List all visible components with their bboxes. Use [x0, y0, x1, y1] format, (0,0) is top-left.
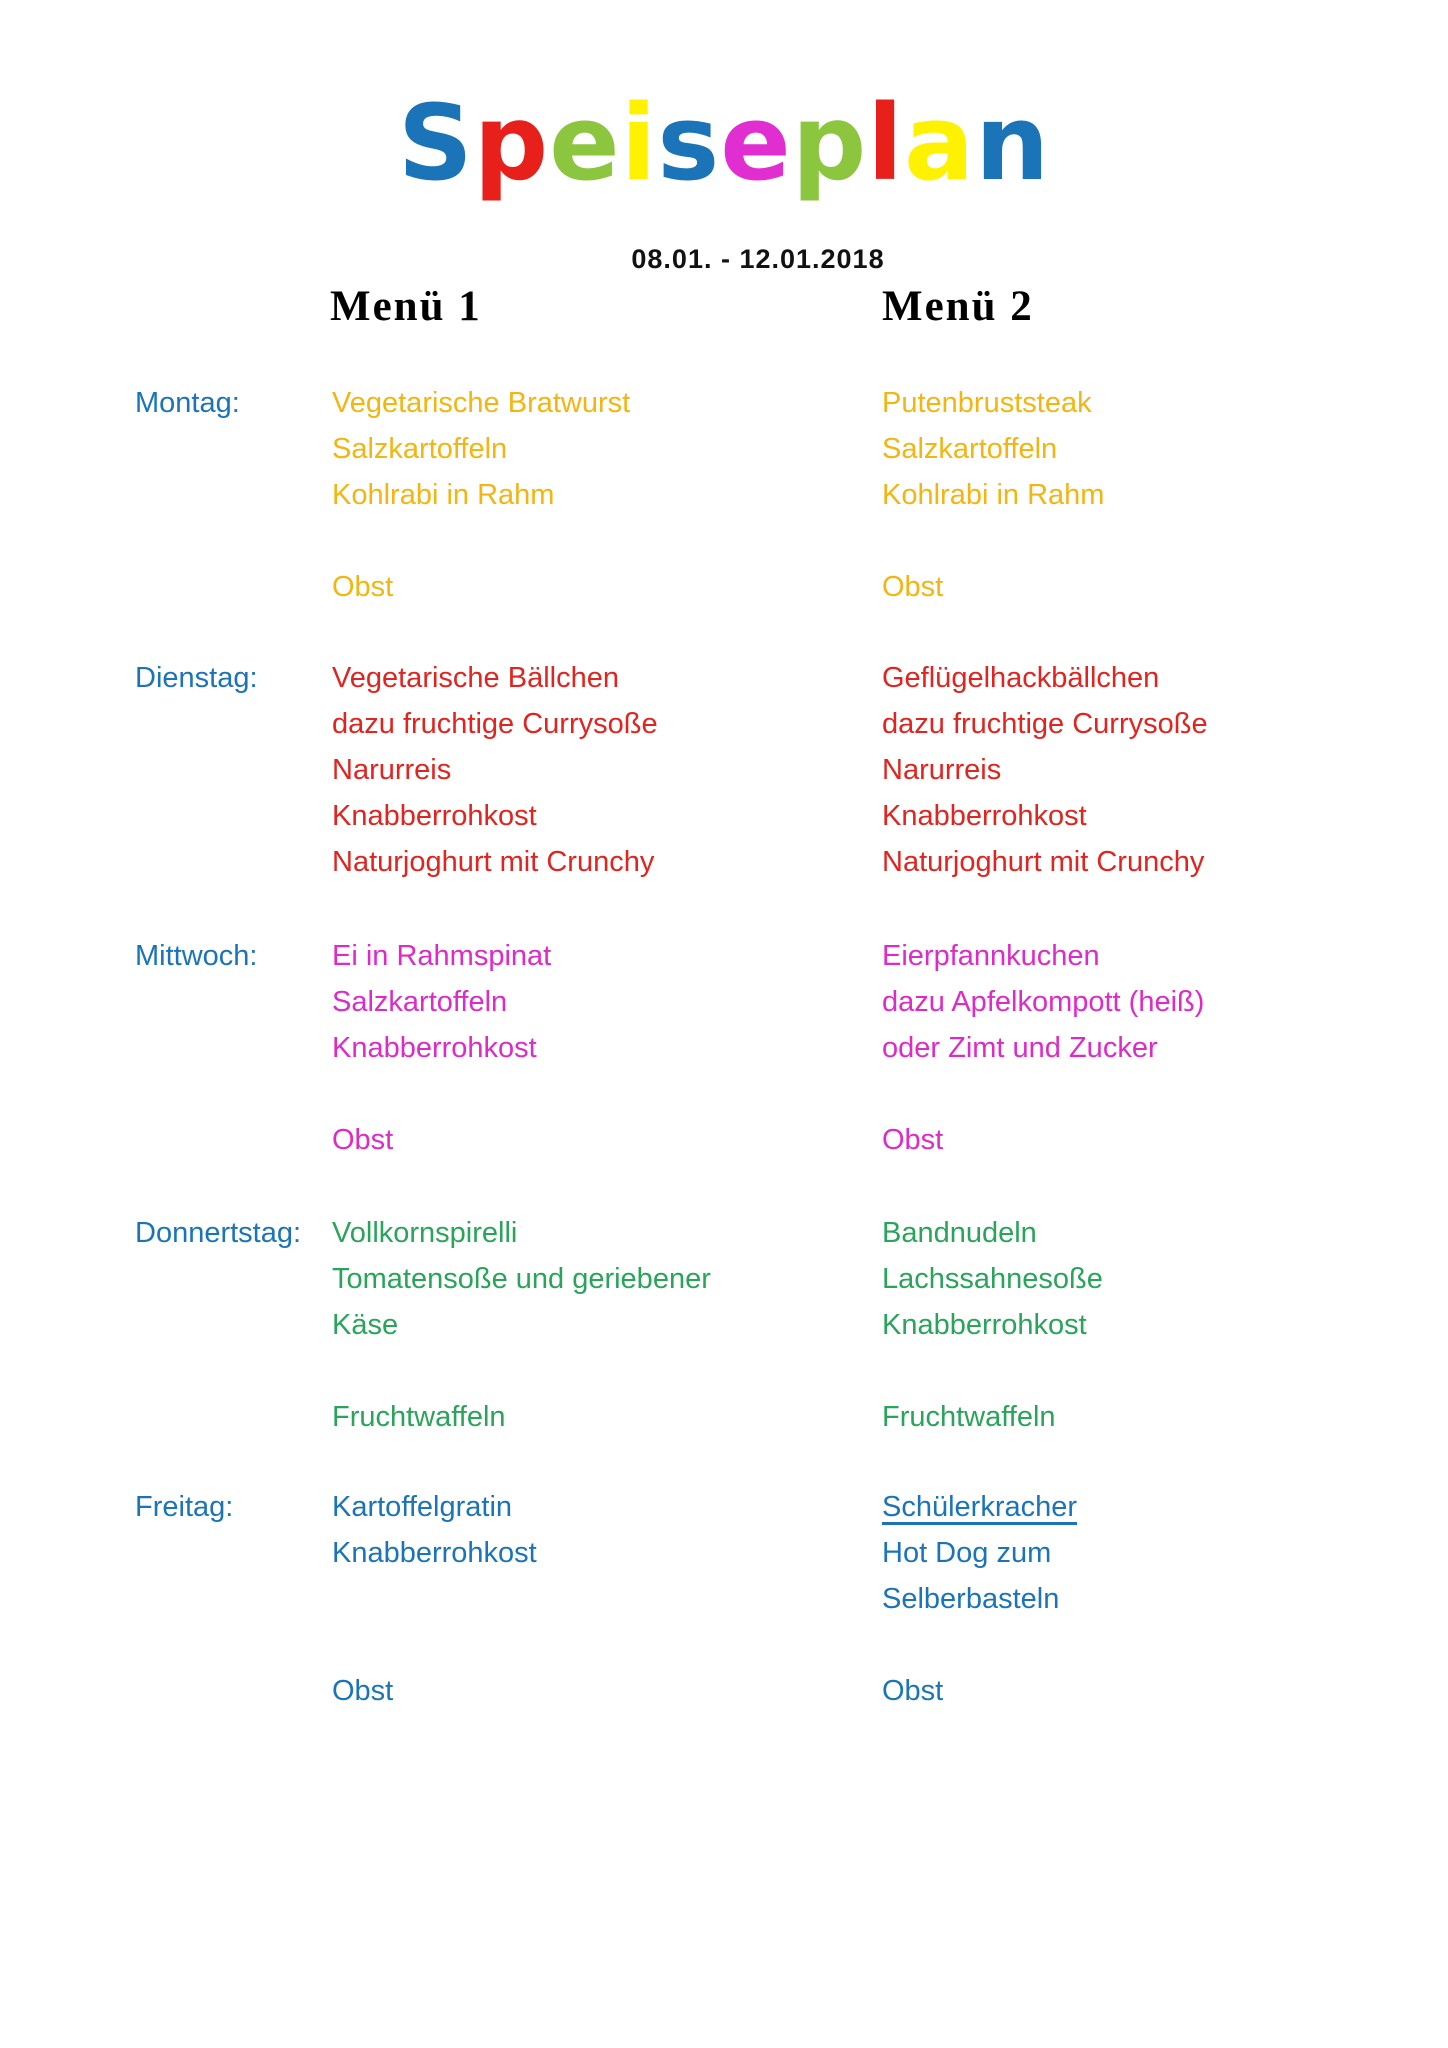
menu2-column [882, 1484, 1422, 1714]
menu-item: Fruchtwaffeln [332, 1401, 506, 1433]
title-letter: i [620, 82, 658, 204]
menu1-column [332, 933, 872, 1163]
title-letter: p [791, 82, 868, 204]
menu-item: Salzkartoffeln [332, 986, 508, 1018]
day-section-montag [0, 380, 1448, 610]
menu-item: Knabberrohkost [332, 800, 537, 832]
menu1-header: Menü 1 [330, 283, 482, 330]
menu-item: Knabberrohkost [882, 1309, 1087, 1341]
menu-item: Knabberrohkost [332, 1032, 537, 1064]
menu-item: Schülerkracher [882, 1491, 1078, 1523]
title-letter: s [657, 82, 721, 204]
menu-item: Naturjoghurt mit Crunchy [882, 846, 1205, 878]
day-section-donnerstag [0, 1210, 1448, 1440]
menu-item [332, 1071, 872, 1117]
title-letter: S [397, 82, 474, 204]
day-section-freitag [0, 1484, 1448, 1714]
menu-item: Obst [882, 1124, 944, 1156]
menu-item: Knabberrohkost [332, 1537, 537, 1569]
menu-item: Narurreis [882, 754, 1002, 786]
menu-item: Vegetarische Bratwurst [332, 387, 631, 419]
day-label: Donnertstag: [135, 1217, 302, 1249]
menu-item: Obst [332, 1675, 394, 1707]
menu-item [882, 1071, 1422, 1117]
menu1-column [332, 380, 872, 610]
menu-item: Kartoffelgratin [332, 1491, 513, 1523]
menu-item: Hot Dog zum [882, 1537, 1052, 1569]
title-letter: e [720, 82, 792, 204]
menu-item: Geflügelhackbällchen [882, 662, 1160, 694]
title-letter: p [473, 82, 550, 204]
menu-item: Obst [332, 1124, 394, 1156]
menu-item: dazu fruchtige Currysoße [332, 708, 658, 740]
menu2-column [882, 1210, 1422, 1440]
day-label: Mittwoch: [135, 940, 258, 972]
menu1-column [332, 655, 872, 885]
menu1-column [332, 1210, 872, 1440]
menu-item: Eierpfannkuchen [882, 940, 1100, 972]
menu2-column [882, 933, 1422, 1163]
menu-item: Selberbasteln [882, 1583, 1060, 1615]
menu-item: Fruchtwaffeln [882, 1401, 1056, 1433]
menu-item: Lachssahnesoße [882, 1263, 1103, 1295]
menu-item: dazu Apfelkompott (heiß) [882, 986, 1205, 1018]
menu-item: Tomatensoße und geriebener [332, 1263, 711, 1295]
menu-item: Narurreis [332, 754, 452, 786]
menu-item: Kohlrabi in Rahm [332, 479, 555, 511]
menu-item [332, 518, 872, 564]
title-letter: a [903, 82, 976, 204]
title-letter: l [867, 82, 904, 204]
menu2-column [882, 655, 1422, 885]
menu-item: Salzkartoffeln [332, 433, 508, 465]
menu-item [332, 1622, 872, 1668]
page-title [0, 82, 1448, 204]
menu-item: dazu fruchtige Currysoße [882, 708, 1208, 740]
day-section-mittwoch [0, 933, 1448, 1163]
menu2-header: Menü 2 [882, 283, 1034, 330]
menu-item [882, 1348, 1422, 1394]
menu-item: Knabberrohkost [882, 800, 1087, 832]
menu-item: Obst [882, 1675, 944, 1707]
menu-item: Putenbruststeak [882, 387, 1092, 419]
menu1-column [332, 1484, 872, 1714]
menu-item: Kohlrabi in Rahm [882, 479, 1105, 511]
menu-item: Salzkartoffeln [882, 433, 1058, 465]
menu-item [882, 518, 1422, 564]
day-section-dienstag [0, 655, 1448, 885]
menu-item: Obst [882, 571, 944, 603]
menu2-column [882, 380, 1422, 610]
date-range: 08.01. - 12.01.2018 [631, 244, 885, 274]
menu-item: Vegetarische Bällchen [332, 662, 619, 694]
menu-item: Ei in Rahmspinat [332, 940, 552, 972]
menu-item: Vollkornspirelli [332, 1217, 518, 1249]
day-label: Freitag: [135, 1491, 234, 1523]
menu-item: Obst [332, 571, 394, 603]
menu-item [882, 1622, 1422, 1668]
menu-item: oder Zimt und Zucker [882, 1032, 1158, 1064]
day-label: Dienstag: [135, 662, 258, 694]
menu-item: Naturjoghurt mit Crunchy [332, 846, 655, 878]
menu-item [332, 1348, 872, 1394]
menu-item: Bandnudeln [882, 1217, 1037, 1249]
title-letter: e [549, 82, 621, 204]
menu-item: Käse [332, 1309, 399, 1341]
day-label: Montag: [135, 387, 240, 419]
title-letter: n [975, 82, 1051, 204]
menu-item [332, 1576, 872, 1622]
menu-item-underlined [882, 1484, 1422, 1530]
